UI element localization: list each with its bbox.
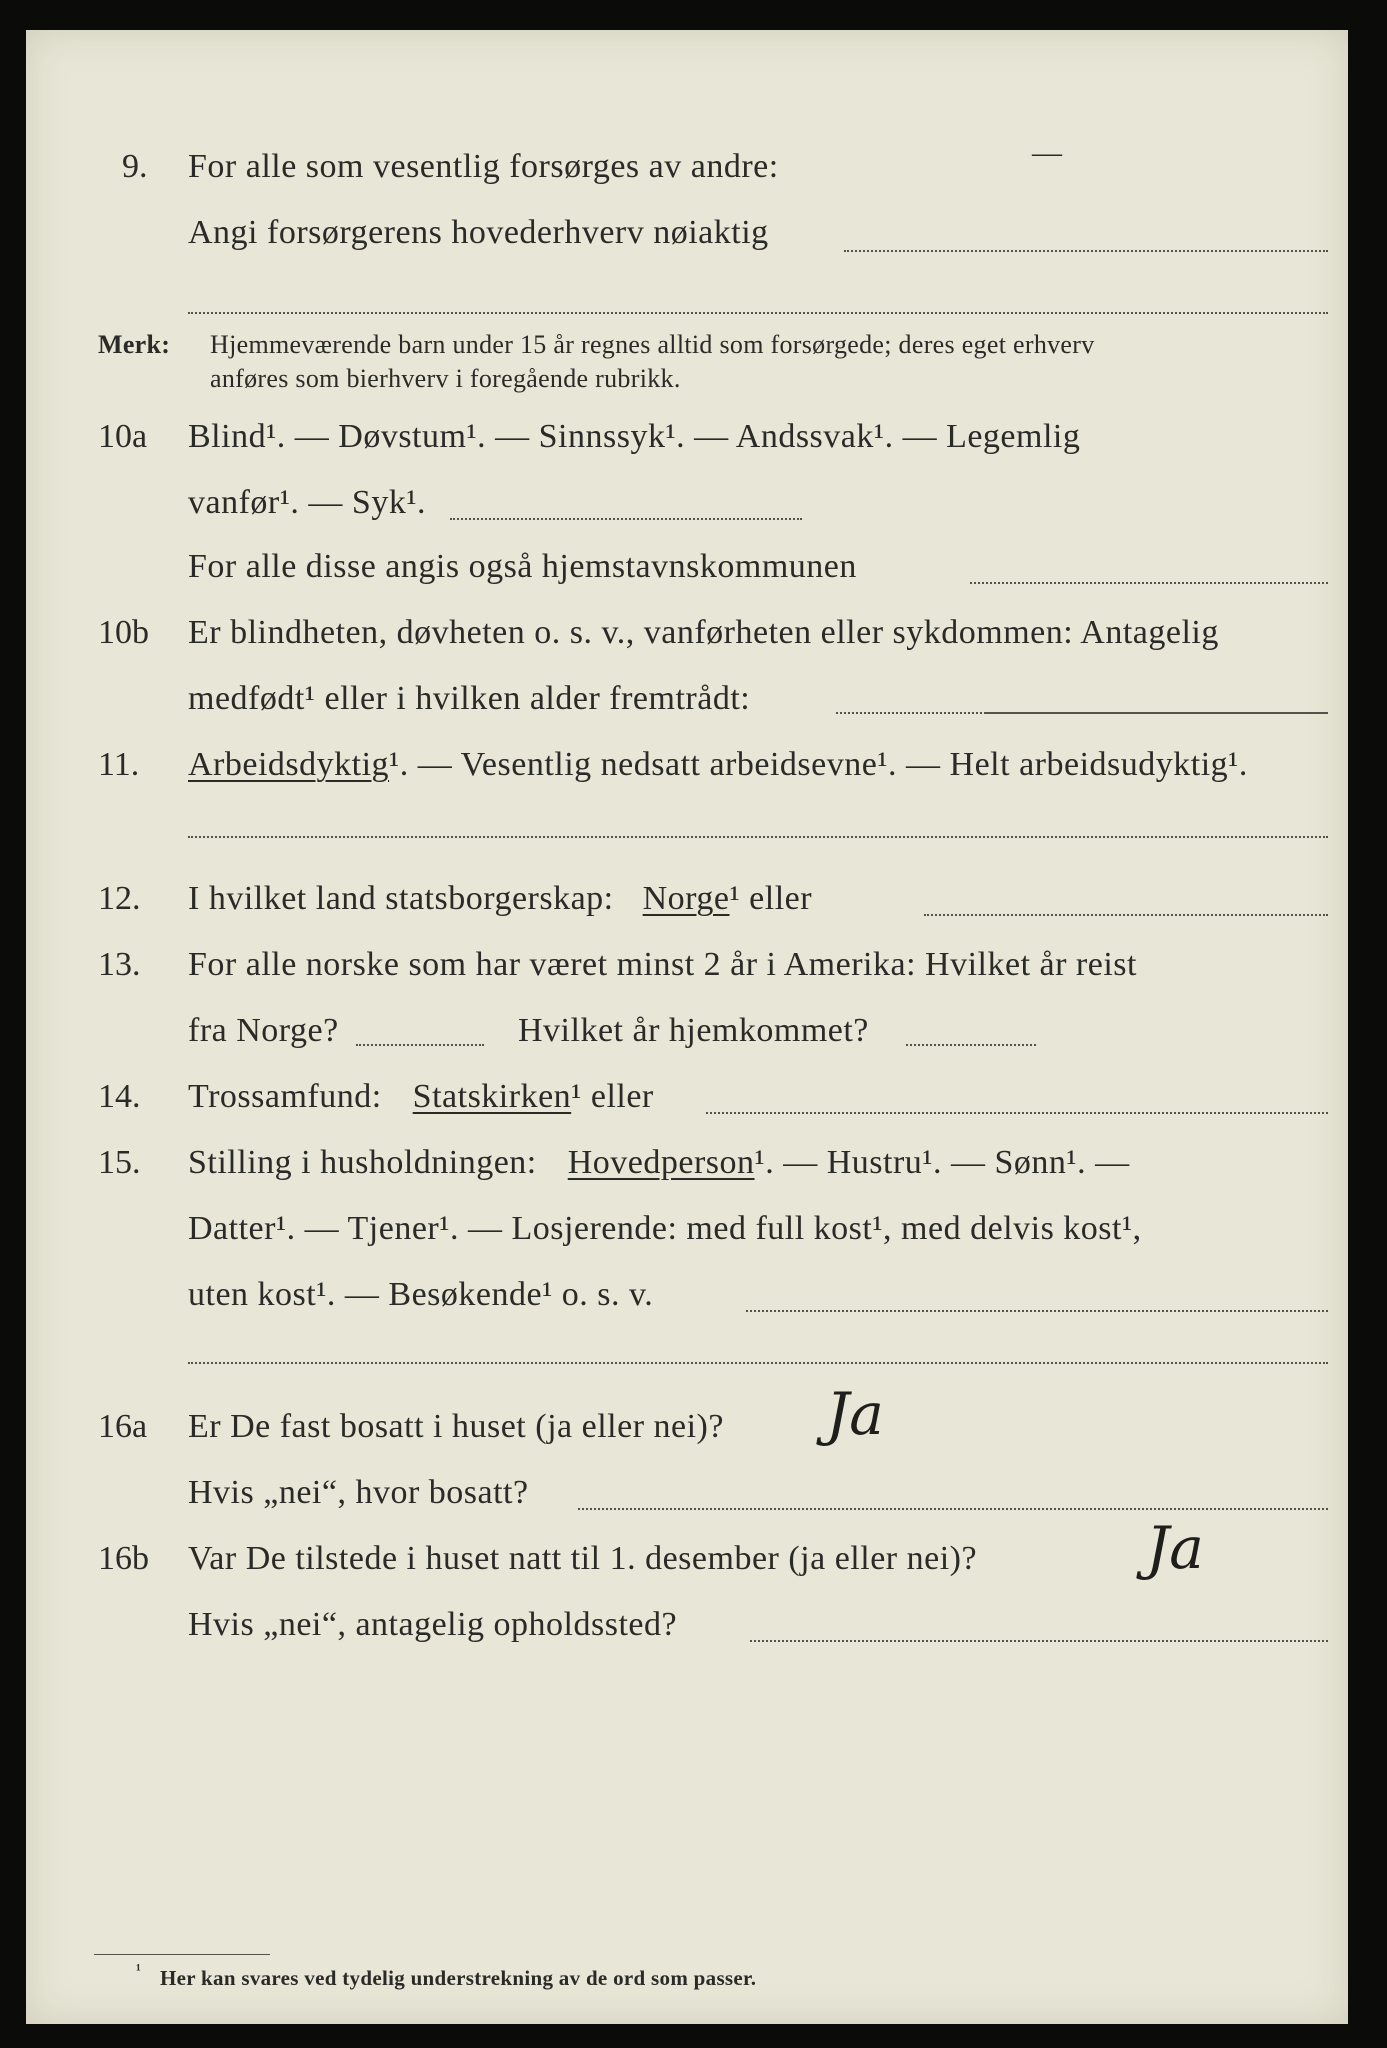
q9-line2: Angi forsørgerens hovederhverv nøiaktig	[188, 214, 769, 251]
q10b-line1: Er blindheten, døvheten o. s. v., vanførheten eller sykdommen: Antagelig	[188, 614, 1219, 651]
q15-line1	[188, 1144, 1130, 1182]
q15-extra-line	[188, 1362, 1328, 1364]
footnote-rule	[94, 1954, 270, 1955]
q10a-line2: vanfør¹. — Syk¹.	[188, 484, 427, 521]
q12-answer-line	[924, 914, 1328, 916]
q12-post: ¹ eller	[729, 880, 813, 917]
q10b-line2: medfødt¹ eller i hvilken alder fremtrådt:	[188, 680, 751, 717]
q16a-number: 16a	[98, 1408, 148, 1445]
footnote-mark: ¹	[136, 1962, 142, 1979]
q10a-line1: Blind¹. — Døvstum¹. — Sinnssyk¹. — Andssvak¹. — Legemlig	[188, 418, 1081, 455]
merk-line1: Hjemmeværende barn under 15 år regnes alltid som forsørgede; deres eget erhverv	[210, 330, 1095, 359]
q12-pre: I hvilket land statsborgerskap:	[188, 880, 614, 917]
q15-line2: Datter¹. — Tjener¹. — Losjerende: med full kost¹, med delvis kost¹,	[188, 1210, 1142, 1247]
q9-number: 9.	[122, 148, 148, 185]
q14-answer-line	[706, 1112, 1328, 1114]
q12-number: 12.	[98, 880, 141, 917]
q16b-answer-line	[750, 1640, 1328, 1642]
q10a-line3: For alle disse angis også hjemstavnskommunen	[188, 548, 857, 585]
q11-text	[188, 746, 1248, 784]
q12-answer-norge: Norge	[642, 880, 730, 917]
census-form-page	[26, 30, 1348, 2024]
merk-label: Merk:	[98, 330, 171, 359]
q13-reist-line	[356, 1044, 484, 1046]
q13-line1: For alle norske som har været minst 2 år i Amerika: Hvilket år reist	[188, 946, 1137, 983]
q14-pre: Trossamfund:	[188, 1078, 382, 1115]
q10a-hjemstavn-line	[970, 582, 1328, 584]
merk-line2: anføres som bierhverv i foregående rubrikk.	[210, 364, 681, 393]
q13-hjemkommet-line	[906, 1044, 1036, 1046]
q15-answer-hovedperson: Hovedperson	[567, 1144, 755, 1181]
q11-number: 11.	[98, 746, 140, 783]
q15-answer-line	[746, 1310, 1328, 1312]
q16a-handwritten-answer: Ja	[826, 1380, 884, 1448]
q14-post: ¹ eller	[571, 1078, 654, 1115]
q15-pre: Stilling i husholdningen:	[188, 1144, 537, 1181]
q16a-answer-line	[578, 1508, 1328, 1510]
q9-answer-line	[844, 250, 1328, 252]
q16a-line2: Hvis „nei“, hvor bosatt?	[188, 1474, 529, 1511]
q15-number: 15.	[98, 1144, 141, 1181]
q15-post: ¹. — Hustru¹. — Sønn¹. —	[754, 1144, 1130, 1181]
footnote-text: Her kan svares ved tydelig understrekning av de ord som passer.	[160, 1966, 757, 1990]
q14-answer-statskirken: Statskirken	[412, 1078, 572, 1115]
q9-line1: For alle som vesentlig forsørges av andre:	[188, 148, 779, 185]
q14-number: 14.	[98, 1078, 141, 1115]
q9-extra-line	[188, 312, 1328, 314]
q14-text	[188, 1078, 654, 1116]
q12-text	[188, 880, 812, 918]
q11-rest: ¹. — Vesentlig nedsatt arbeidsevne¹. — Helt arbeidsudyktig¹.	[389, 746, 1248, 783]
q10b-answer-line-dotted	[836, 712, 986, 714]
q13-number: 13.	[98, 946, 141, 983]
q11-answer-arbeidsdyktig: Arbeidsdyktig	[188, 746, 390, 783]
q16b-number: 16b	[98, 1540, 149, 1577]
q10a-syk-line	[450, 518, 802, 520]
q13-line2b: Hvilket år hjemkommet?	[518, 1012, 869, 1049]
q16b-handwritten-answer: Ja	[1146, 1514, 1204, 1582]
q16b-line1: Var De tilstede i huset natt til 1. desember (ja eller nei)?	[188, 1540, 978, 1577]
q15-line3: uten kost¹. — Besøkende¹ o. s. v.	[188, 1276, 654, 1313]
q10b-answer-line-solid	[986, 712, 1328, 714]
q16b-line2: Hvis „nei“, antagelig opholdssted?	[188, 1606, 678, 1643]
q10b-number: 10b	[98, 614, 149, 651]
q9-dash-mark: —	[1032, 136, 1062, 169]
q11-extra-line	[188, 836, 1328, 838]
q13-line2a: fra Norge?	[188, 1012, 339, 1049]
q16a-line1: Er De fast bosatt i huset (ja eller nei)?	[188, 1408, 724, 1445]
q10a-number: 10a	[98, 418, 148, 455]
